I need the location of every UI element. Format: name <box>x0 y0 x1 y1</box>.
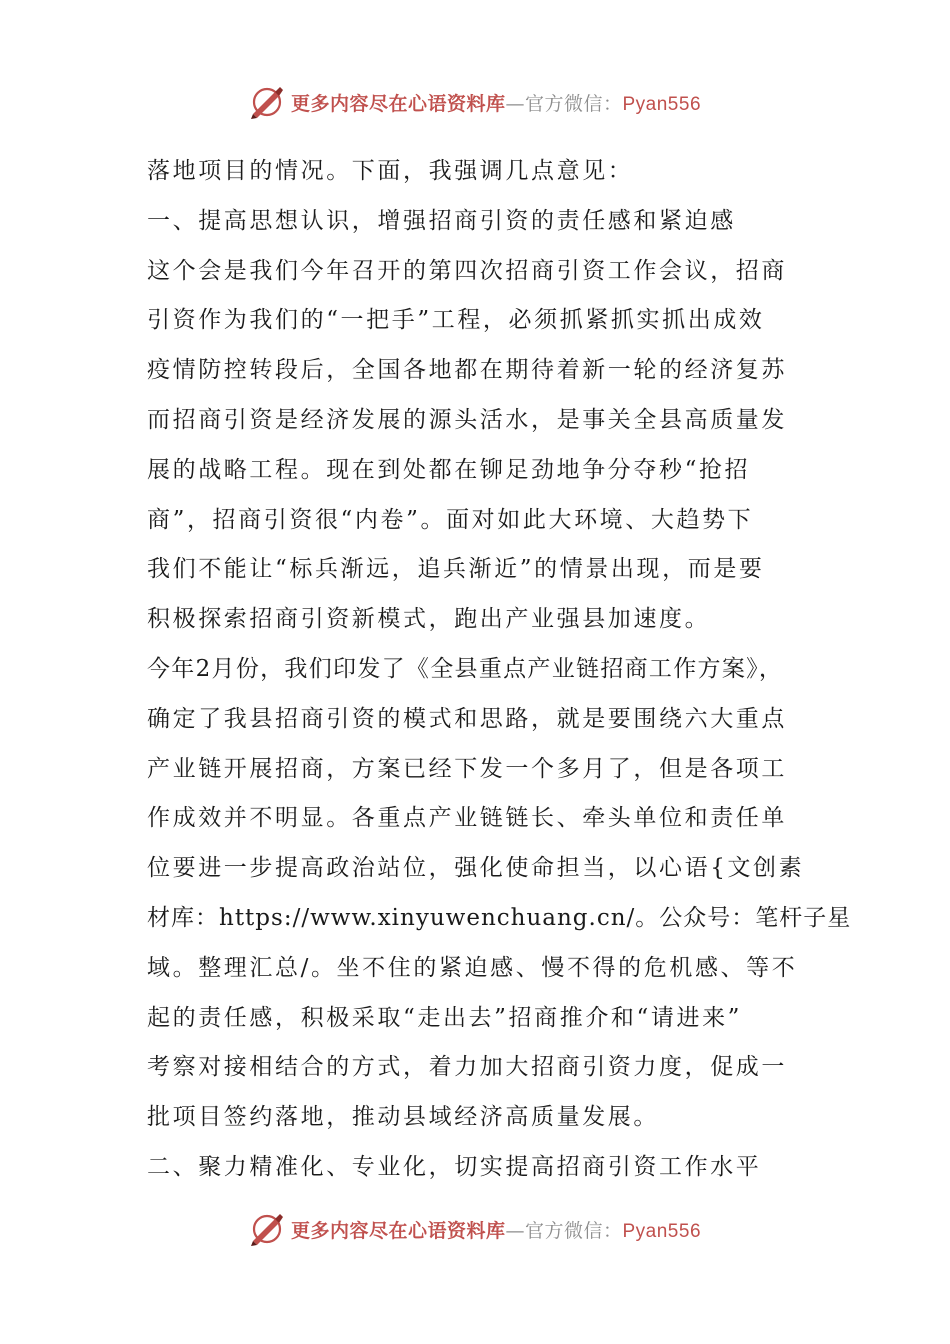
body-line: 产业链开展招商，方案已经下发一个多月了，但是各项工 <box>147 755 787 782</box>
section-heading: 一、提高思想认识，增强招商引资的责任感和紧迫感 <box>147 207 736 234</box>
body-line: 位要进一步提高政治站位，强化使命担当，以心语{文创素 <box>147 855 805 882</box>
body-line: 而招商引资是经济发展的源头活水，是事关全县高质量发 <box>147 406 787 433</box>
header-gray-text: 官方微信： <box>524 92 623 115</box>
body-line: 疫情防控转段后，全国各地都在期待着新一轮的经济复苏 <box>147 357 787 384</box>
body-line: 引资作为我们的“一把手”工程，必须抓紧抓实抓出成效 <box>147 307 765 334</box>
footer-banner <box>0 1211 950 1247</box>
header-red-text: 更多内容尽在心语资料库 <box>290 92 506 115</box>
body-line: 积极探索招商引资新模式，跑出产业强县加速度。 <box>147 606 711 633</box>
pen-nib-logo-icon <box>249 84 285 120</box>
footer-text <box>291 1216 701 1243</box>
body-line: 这个会是我们今年召开的第四次招商引资工作会议，招商 <box>147 257 787 284</box>
body-line: 域。整理汇总/。坐不住的紧迫感、慢不得的危机感、等不 <box>147 954 798 981</box>
footer-red-text: 更多内容尽在心语资料库 <box>290 1219 506 1242</box>
header-text <box>291 89 701 116</box>
header-banner <box>0 84 950 120</box>
body-line: 今年2月份，我们印发了《全县重点产业链招商工作方案》， <box>147 655 784 682</box>
body-line: 展的战略工程。现在到处都在铆足劲地争分夺秒“抢招 <box>147 456 751 483</box>
body-line: 起的责任感，积极采取“走出去”招商推介和“请进来” <box>147 1004 743 1031</box>
body-line: 批项目签约落地，推动县域经济高质量发展。 <box>147 1104 659 1131</box>
body-line: 我们不能让“标兵渐远，追兵渐近”的情景出现，而是要 <box>147 556 765 583</box>
section-heading: 二、聚力精准化、专业化，切实提高招商引资工作水平 <box>147 1153 762 1180</box>
body-line-with-url: 材库：https://www.xinyuwenchuang.cn/。公众号：笔杆子星 <box>147 904 852 931</box>
body-line: 考察对接相结合的方式，着力加大招商引资力度，促成一 <box>147 1054 787 1081</box>
document-body <box>147 147 852 1193</box>
header-handle: Pyan556 <box>622 93 702 115</box>
body-line: 确定了我县招商引资的模式和思路，就是要围绕六大重点 <box>147 705 787 732</box>
footer-gray-text: 官方微信： <box>524 1219 623 1242</box>
header-dash: — <box>505 92 525 115</box>
body-line: 落地项目的情况。下面，我强调几点意见： <box>147 158 634 184</box>
pen-nib-logo-icon <box>249 1211 285 1247</box>
footer-dash: — <box>505 1219 525 1242</box>
footer-handle: Pyan556 <box>622 1220 702 1242</box>
body-line: 商”，招商引资很“内卷”。面对如此大环境、大趋势下 <box>147 506 754 533</box>
body-line: 作成效并不明显。各重点产业链链长、牵头单位和责任单 <box>147 805 787 832</box>
